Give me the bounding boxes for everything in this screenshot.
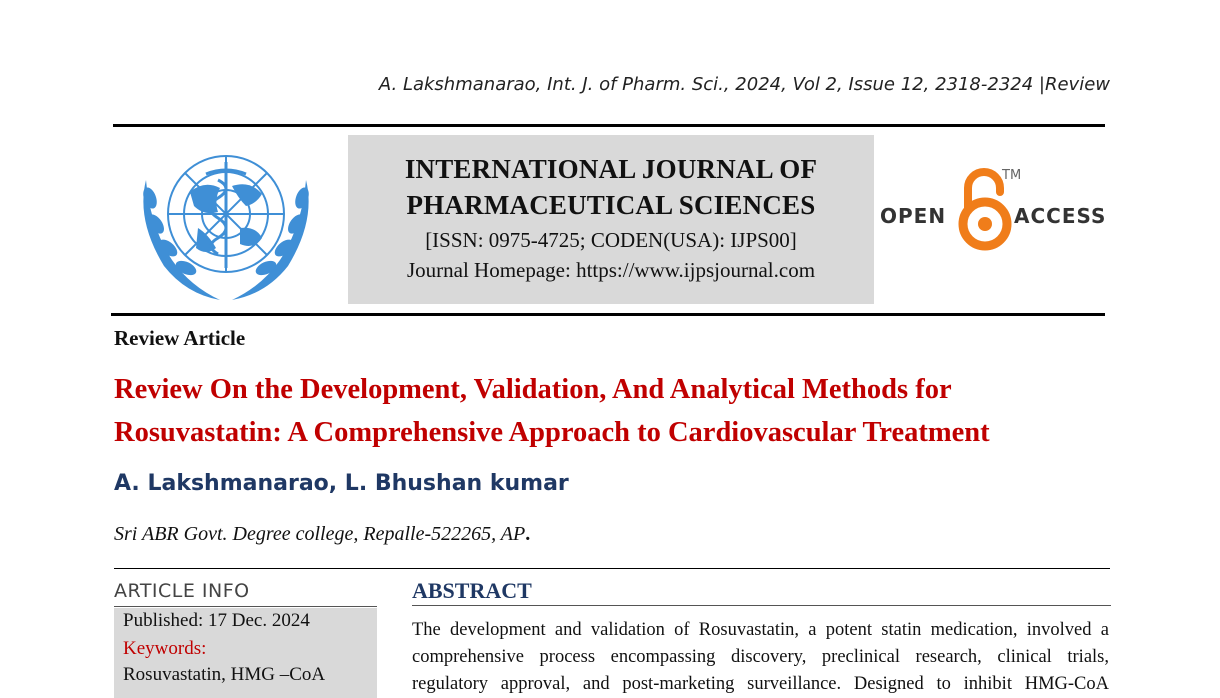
affiliation xyxy=(114,523,530,546)
journal-title-line2: PHARMACEUTICAL SCIENCES xyxy=(406,190,816,220)
abstract-line: The development and validation of Rosuvastatin, a potent statin medication, involved a xyxy=(412,620,1109,640)
open-access-logo xyxy=(880,166,1110,254)
article-type: Review Article xyxy=(114,326,246,350)
journal-title xyxy=(348,151,874,223)
journal-homepage: Journal Homepage: https://www.ijpsjournal.com xyxy=(406,258,816,282)
author-list: A. Lakshmanarao, L. Bhushan kumar xyxy=(114,471,569,496)
access-label: ACCESS xyxy=(1014,204,1107,228)
abstract-line: comprehensive process encompassing discovery, preclinical research, clinical trials, xyxy=(412,647,1109,667)
abstract-line: regulatory approval, and post-marketing surveillance. Designed to inhibit HMG-CoA xyxy=(412,674,1109,694)
article-info-box xyxy=(114,608,377,698)
keywords-list: Rosuvastatin, HMG –CoA xyxy=(123,664,326,685)
journal-masthead xyxy=(348,135,874,304)
article-info-rule xyxy=(114,606,377,607)
journal-issn: [ISSN: 0975-4725; CODEN(USA): IJPS00] xyxy=(425,228,797,252)
journal-emblem-logo xyxy=(128,140,324,304)
affiliation-text: Sri ABR Govt. Degree college, Repalle-522265, AP xyxy=(114,523,526,545)
affiliation-period: . xyxy=(525,523,531,545)
open-label: OPEN xyxy=(880,204,947,228)
section-divider xyxy=(114,568,1110,569)
published-date: Published: 17 Dec. 2024 xyxy=(123,610,310,631)
keywords-label: Keywords: xyxy=(123,638,207,659)
abstract-rule xyxy=(412,605,1111,606)
abstract-body xyxy=(412,617,1109,698)
header-rule-top xyxy=(113,124,1105,127)
paper-title xyxy=(114,368,1124,454)
paper-title-line2: Rosuvastatin: A Comprehensive Approach to Cardiovascular Treatment xyxy=(114,417,990,448)
journal-title-line1: INTERNATIONAL JOURNAL OF xyxy=(404,154,818,184)
article-info-heading: ARTICLE INFO xyxy=(114,580,250,602)
running-header: A. Lakshmanarao, Int. J. of Pharm. Sci., 2024, Vol 2, Issue 12, 2318-2324 |Review xyxy=(378,74,1110,95)
trademark-label: TM xyxy=(1002,168,1022,183)
header-rule-bottom xyxy=(111,313,1105,316)
abstract-heading: ABSTRACT xyxy=(412,578,532,603)
paper-title-line1: Review On the Development, Validation, And Analytical Methods for xyxy=(114,374,952,405)
